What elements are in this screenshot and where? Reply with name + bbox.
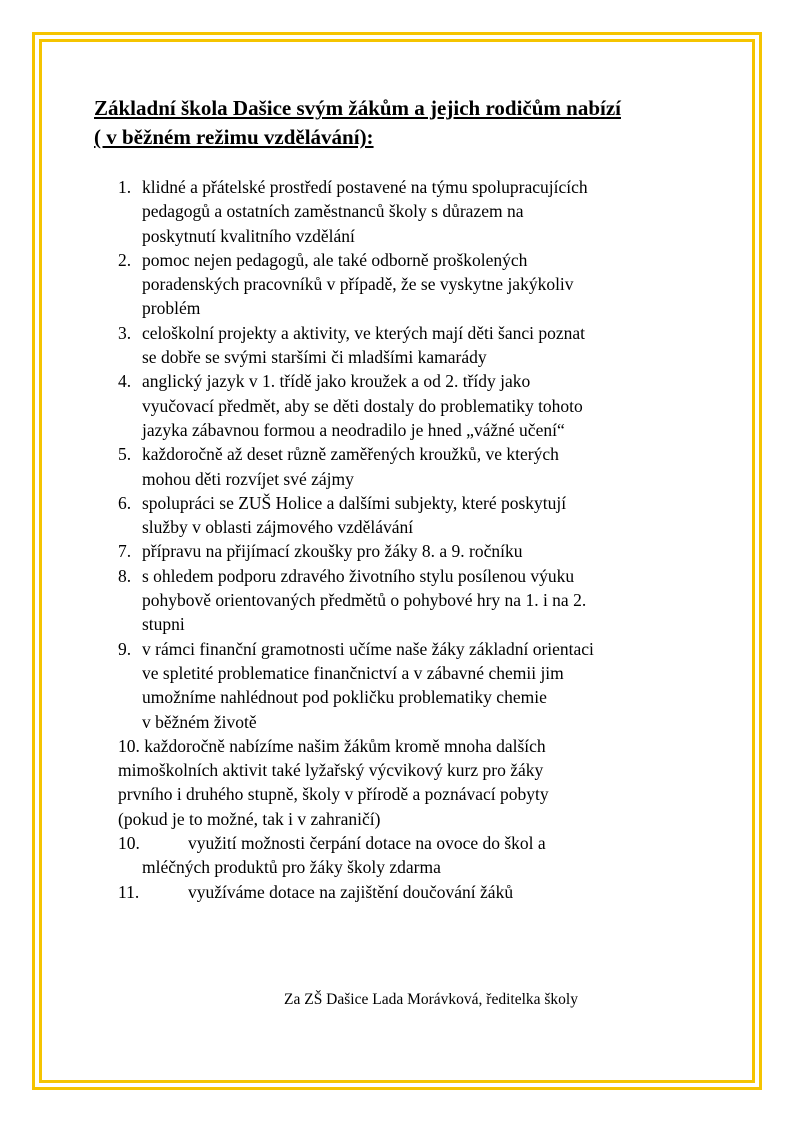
offer-list [0, 175, 794, 904]
item-number: 7. [118, 541, 132, 562]
title-line-1: Základní škola Dašice svým žákům a jejich rodičům nabízí [94, 96, 621, 120]
item-text: anglický jazyk v 1. třídě jako kroužek a od 2. třídy jako [142, 371, 531, 392]
item-text: pomoc nejen pedagogů, ale také odborně proškolených [142, 249, 528, 270]
item-text: využití možnosti čerpání dotace na ovoce do škol a [188, 833, 546, 854]
item-text: pohybově orientovaných předmětů o pohybové hry na 1. i na 2. [142, 590, 587, 611]
item-text: se dobře se svými staršími či mladšími kamarády [142, 347, 487, 368]
item-number: 4. [118, 371, 132, 392]
item-number: 6. [118, 492, 132, 513]
item-text: služby v oblasti zájmového vzdělávání [142, 517, 414, 538]
item-text: (pokud je to možné, tak i v zahraničí) [118, 808, 381, 829]
item-text: v rámci finanční gramotnosti učíme naše žáky základní orientaci [142, 638, 594, 659]
item-text: 10. každoročně nabízíme našim žákům kromě mnoha dalších [118, 735, 546, 756]
item-number: 5. [118, 444, 132, 465]
list-item [0, 831, 794, 880]
item-number: 3. [118, 322, 132, 343]
list-item [0, 637, 794, 734]
signature-line: Za ZŠ Dašice Lada Morávková, ředitelka školy [284, 991, 578, 1008]
title-line-2: ( v běžném režimu vzdělávání): [94, 125, 374, 149]
item-text: vyučovací předmět, aby se děti dostaly do problematiky tohoto [142, 395, 583, 416]
list-item [0, 491, 794, 540]
item-text: mléčných produktů pro žáky školy zdarma [142, 857, 441, 878]
list-item [0, 734, 794, 831]
item-text: problém [142, 298, 201, 319]
item-number: 1. [118, 177, 132, 197]
list-item [0, 880, 794, 904]
item-text: s ohledem podporu zdravého životního stylu posílenou výuku [142, 565, 575, 586]
list-item [0, 442, 794, 491]
list-item [0, 321, 794, 370]
item-number: 10. [118, 833, 140, 854]
item-number: 8. [118, 565, 132, 586]
item-text: prvního i druhého stupně, školy v přírodě a poznávací pobyty [118, 784, 549, 805]
item-number: 9. [118, 638, 132, 659]
item-text: umožníme nahlédnout pod pokličku problematiky chemie [142, 687, 547, 708]
item-text: každoročně až deset různě zaměřených kroužků, ve kterých [142, 444, 559, 465]
item-text: ve spletité problematice finančnictví a v zábavné chemii jim [142, 662, 564, 683]
item-text: mohou děti rozvíjet své zájmy [142, 468, 354, 489]
item-text: spolupráci se ZUŠ Holice a dalšími subjekty, které poskytují [142, 492, 567, 513]
item-text: celoškolní projekty a aktivity, ve kterých mají děti šanci poznat [142, 322, 586, 343]
list-item [0, 539, 794, 563]
item-number: 11. [118, 881, 140, 902]
item-text: poradenských pracovníků v případě, že se vyskytne jakýkoliv [142, 274, 574, 295]
list-item [0, 248, 794, 321]
list-item [0, 369, 794, 442]
item-text: jazyka zábavnou formou a neodradilo je hned „vážné učení“ [142, 419, 565, 440]
list-item [0, 175, 794, 248]
list-item [0, 564, 794, 637]
item-text: v běžném životě [142, 711, 257, 732]
item-text: přípravu na přijímací zkoušky pro žáky 8. a 9. ročníku [142, 541, 523, 562]
item-text: stupni [142, 614, 185, 635]
item-text: mimoškolních aktivit také lyžařský výcvikový kurz pro žáky [118, 760, 544, 781]
item-text: pedagogů a ostatních zaměstnanců školy s důrazem na [142, 201, 524, 222]
document-title [94, 94, 621, 152]
item-text: využíváme dotace na zajištění doučování žáků [188, 881, 514, 902]
item-number: 2. [118, 249, 132, 270]
item-text: poskytnutí kvalitního vzdělání [142, 225, 355, 246]
item-text: klidné a přátelské prostředí postavené na týmu spolupracujících [142, 177, 588, 197]
